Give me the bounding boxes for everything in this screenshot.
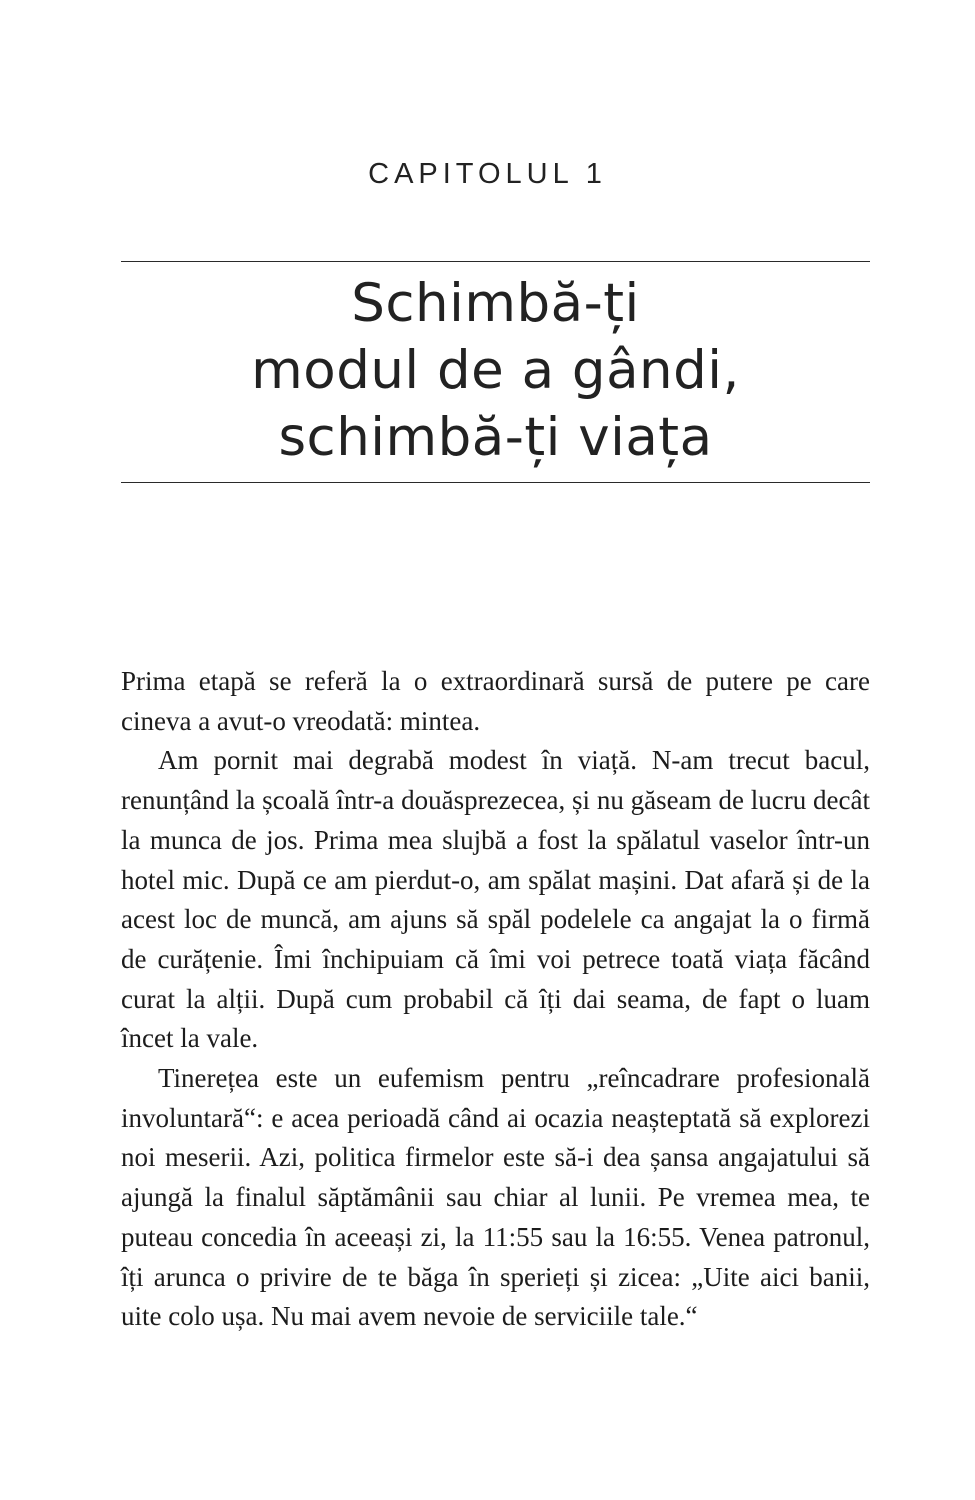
body-text (121, 662, 870, 1337)
title-rule-bottom (121, 482, 870, 483)
paragraph: Tinerețea este un eufemism pentru „reîncadrare profesională involuntară“: e acea perioadă când ai ocazia neașteptată să explorezi noi meserii. Azi, politica firmelor este să-i dea șansa angajatului să ajungă la finalul săptămânii sau chiar al lunii. Pe vremea mea, te puteau concedia în aceeași zi, la 11:55 sau la 16:55. Venea patronul, îți arunca o privire de te băga în sperieți și zicea: „Uite aici banii, uite colo ușa. Nu mai avem nevoie de serviciile tale.“ (121, 1063, 870, 1332)
chapter-title-line: schimbă-ți viața (278, 407, 713, 468)
chapter-title-line: modul de a gândi, (251, 340, 740, 401)
chapter-title (121, 270, 870, 471)
paragraph: Prima etapă se referă la o extraordinară sursă de putere pe care cineva a avut-o vreodată: mintea. (121, 666, 870, 736)
chapter-label: CAPITOLUL 1 (368, 158, 607, 190)
chapter-title-line: Schimbă-ți (351, 273, 640, 334)
title-rule-top (121, 261, 870, 262)
paragraph: Am pornit mai degrabă modest în viață. N-am trecut bacul, renunțând la școală într-a douăsprezecea, și nu găseam de lucru decât la munca de jos. Prima mea slujbă a fost la spălatul vaselor într-un hotel mic. După ce am pierdut-o, am spălat mașini. Dat afară și de la acest loc de muncă, am ajuns să spăl podelele ca angajat la o firmă de curățenie. Îmi închipuiam că îmi voi petrece toată viața făcând curat la alții. După cum probabil că îți dai seama, de fapt o luam încet la vale. (121, 745, 870, 1054)
